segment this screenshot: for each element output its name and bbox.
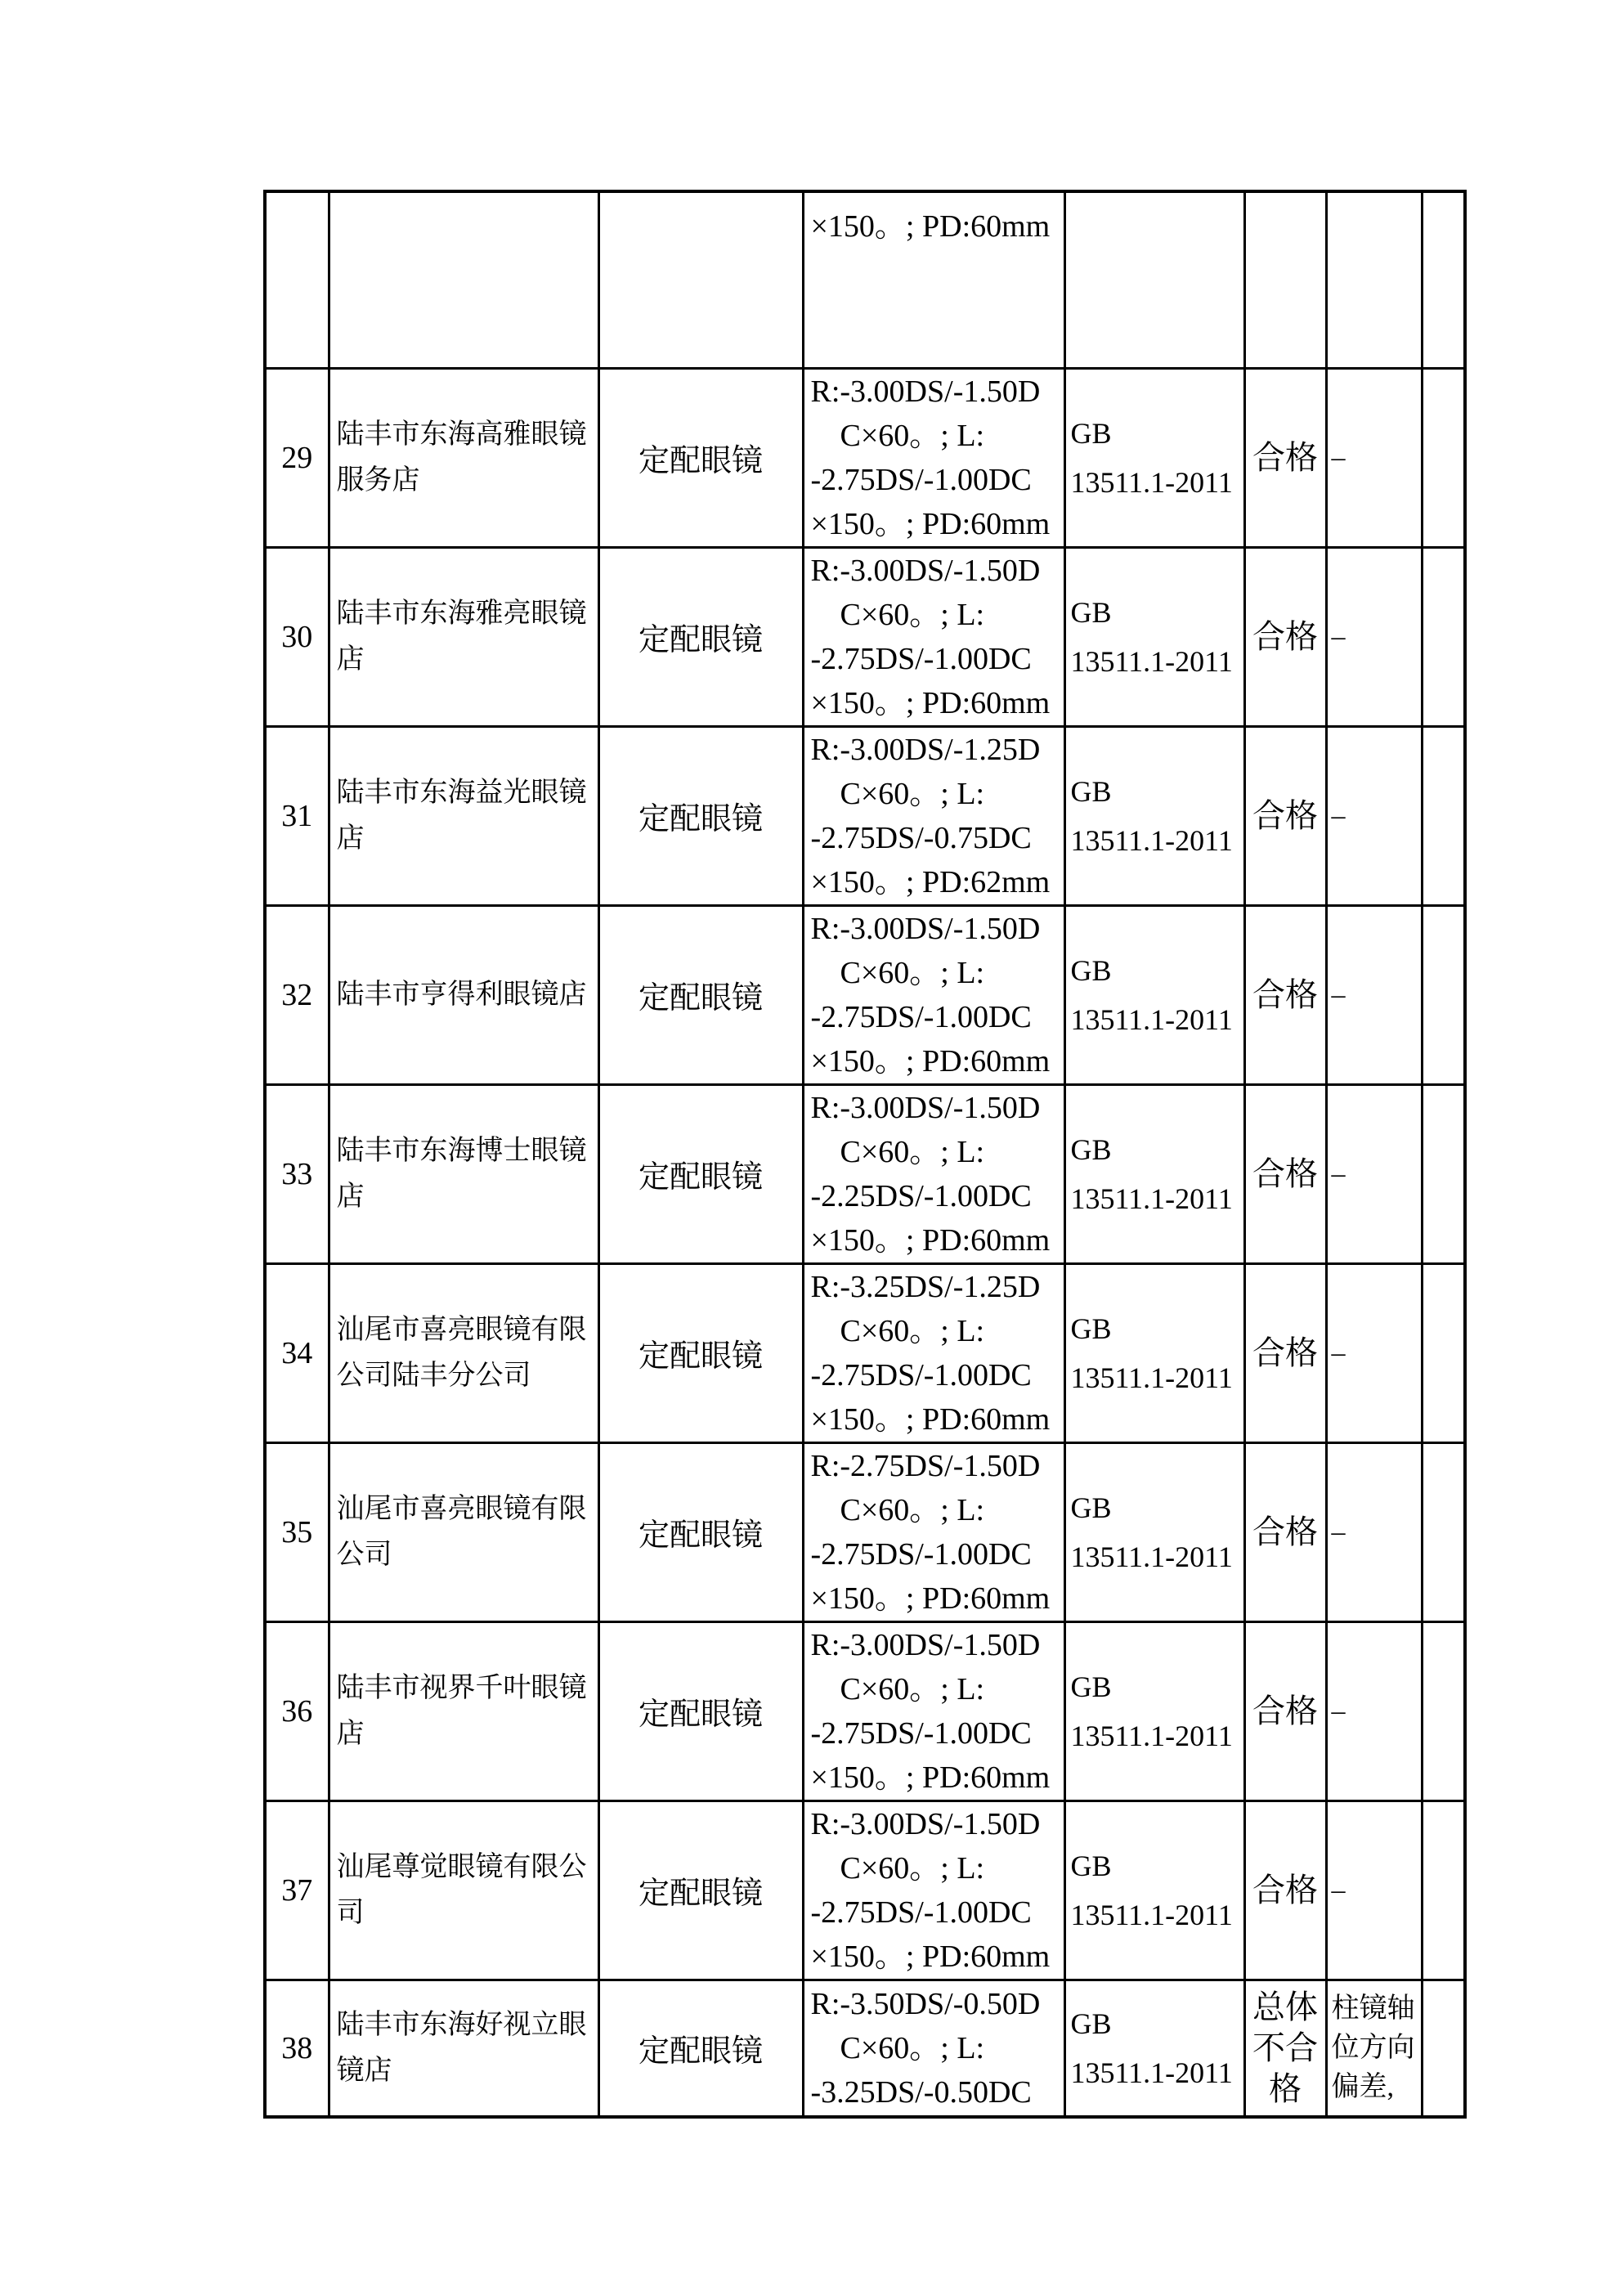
empty-cell <box>1422 1263 1465 1442</box>
remark-text: – <box>1331 442 1346 473</box>
spec-line: ×150。; PD:60mm <box>810 1939 1051 1974</box>
spec-cell <box>803 191 1064 368</box>
spec-line: ×150。; PD:62mm <box>810 864 1051 899</box>
standard-line: 13511.1-2011 <box>1070 823 1233 857</box>
spec-line: C×60。; L: <box>840 1671 985 1706</box>
standard-line: 13511.1-2011 <box>1070 1361 1233 1394</box>
company-cell <box>329 191 598 368</box>
serial-number: 35 <box>281 1514 313 1549</box>
standard-line: GB <box>1070 416 1112 450</box>
spec-line: ×150。; PD:60mm <box>810 1222 1051 1258</box>
serial-number-cell <box>265 191 329 368</box>
empty-cell <box>1422 905 1465 1084</box>
spec-line: -2.25DS/-1.00DC <box>810 1178 1032 1213</box>
spec-line: R:-3.00DS/-1.50D <box>810 911 1041 946</box>
spec-line: -2.75DS/-1.00DC <box>810 1895 1032 1930</box>
spec-line: -2.75DS/-1.00DC <box>810 1715 1032 1751</box>
result-cell <box>1244 1800 1326 1980</box>
remark-cell <box>1326 547 1422 726</box>
spec-cell <box>803 1263 1064 1442</box>
product-type: 定配眼镜 <box>638 1697 763 1732</box>
spec-line: ×150。; PD:60mm <box>810 209 1051 244</box>
serial-number: 32 <box>281 977 313 1012</box>
product-type: 定配眼镜 <box>638 1160 763 1195</box>
standard-line: GB <box>1070 953 1112 987</box>
empty-cell <box>1422 1084 1465 1263</box>
company-name: 陆丰市东海益光眼镜店 <box>336 777 587 854</box>
product-type-cell <box>598 547 803 726</box>
spec-line: C×60。; L: <box>840 1850 985 1886</box>
spec-cell <box>803 1980 1064 2117</box>
spec-line: R:-3.00DS/-1.50D <box>810 1806 1041 1841</box>
serial-number-cell <box>265 547 329 726</box>
spec-line: C×60。; L: <box>840 1492 985 1527</box>
spec-line: -2.75DS/-1.00DC <box>810 462 1032 497</box>
spec-line: -3.25DS/-0.50DC <box>810 2074 1032 2110</box>
standard-cell <box>1064 1800 1244 1980</box>
result-text: 合格 <box>1252 438 1318 476</box>
spec-cell <box>803 1084 1064 1263</box>
serial-number-cell <box>265 1263 329 1442</box>
result-cell <box>1244 726 1326 905</box>
result-cell <box>1244 1980 1326 2117</box>
serial-number: 31 <box>281 798 313 833</box>
company-name: 陆丰市东海高雅眼镜服务店 <box>336 419 587 496</box>
spec-line: R:-3.00DS/-1.50D <box>810 1090 1041 1125</box>
serial-number: 30 <box>281 619 313 654</box>
product-type-cell <box>598 1621 803 1800</box>
result-cell <box>1244 1442 1326 1621</box>
serial-number-cell <box>265 368 329 547</box>
company-cell <box>329 547 598 726</box>
product-type-cell <box>598 191 803 368</box>
result-cell <box>1244 1263 1326 1442</box>
table-row-38 <box>265 1980 1465 2117</box>
company-cell <box>329 1084 598 1263</box>
product-type: 定配眼镜 <box>638 1877 763 1911</box>
company-cell <box>329 726 598 905</box>
standard-line: GB <box>1070 1312 1112 1345</box>
spec-line: ×150。; PD:60mm <box>810 1760 1051 1795</box>
spec-cell <box>803 1442 1064 1621</box>
product-type-cell <box>598 1980 803 2117</box>
standard-line: 13511.1-2011 <box>1070 1182 1233 1215</box>
standard-cell <box>1064 1980 1244 2117</box>
standard-line: GB <box>1070 2007 1112 2040</box>
company-name: 汕尾尊觉眼镜有限公司 <box>336 1851 587 1928</box>
result-cell <box>1244 905 1326 1084</box>
spec-cell <box>803 368 1064 547</box>
result-cell <box>1244 547 1326 726</box>
result-text: 合格 <box>1252 796 1318 834</box>
standard-cell <box>1064 547 1244 726</box>
product-type: 定配眼镜 <box>638 623 763 657</box>
spec-line: ×150。; PD:60mm <box>810 506 1051 541</box>
spec-cell <box>803 726 1064 905</box>
remark-cell <box>1326 368 1422 547</box>
empty-cell <box>1422 1980 1465 2117</box>
standard-cell <box>1064 191 1244 368</box>
company-name: 陆丰市东海好视立眼镜店 <box>336 2009 587 2086</box>
remark-cell <box>1326 1084 1422 1263</box>
spec-line: C×60。; L: <box>840 955 985 990</box>
remark-cell <box>1326 726 1422 905</box>
empty-cell <box>1422 547 1465 726</box>
remark-text: – <box>1331 1695 1346 1726</box>
remark-cell <box>1326 1263 1422 1442</box>
result-cell <box>1244 191 1326 368</box>
serial-number: 29 <box>281 440 313 475</box>
product-type-cell <box>598 1800 803 1980</box>
spec-line: -2.75DS/-1.00DC <box>810 641 1032 676</box>
spec-line: C×60。; L: <box>840 1313 985 1348</box>
serial-number: 34 <box>281 1335 313 1370</box>
result-cell <box>1244 1084 1326 1263</box>
product-type-cell <box>598 1084 803 1263</box>
product-type: 定配眼镜 <box>638 981 763 1016</box>
result-cell <box>1244 1621 1326 1800</box>
standard-cell <box>1064 905 1244 1084</box>
company-name: 汕尾市喜亮眼镜有限公司陆丰分公司 <box>336 1314 587 1391</box>
company-name: 陆丰市东海雅亮眼镜店 <box>336 598 587 675</box>
table-row-32 <box>265 905 1465 1084</box>
spec-cell <box>803 547 1064 726</box>
empty-cell <box>1422 1442 1465 1621</box>
spec-line: -2.75DS/-1.00DC <box>810 1357 1032 1392</box>
company-cell <box>329 1800 598 1980</box>
standard-cell <box>1064 1442 1244 1621</box>
serial-number-cell <box>265 1800 329 1980</box>
result-text: 合格 <box>1252 975 1318 1013</box>
product-type-cell <box>598 1442 803 1621</box>
spec-cell <box>803 1800 1064 1980</box>
spec-cell <box>803 905 1064 1084</box>
spec-line: ×150。; PD:60mm <box>810 1581 1051 1616</box>
standard-line: GB <box>1070 1491 1112 1524</box>
spec-line: ×150。; PD:60mm <box>810 685 1051 720</box>
company-name: 陆丰市视界千叶眼镜店 <box>336 1672 587 1749</box>
result-cell <box>1244 368 1326 547</box>
company-cell <box>329 1442 598 1621</box>
result-text: 总体不合格 <box>1252 1988 1318 2107</box>
company-cell <box>329 1980 598 2117</box>
standard-cell <box>1064 1263 1244 1442</box>
result-text: 合格 <box>1252 1155 1318 1192</box>
empty-cell <box>1422 191 1465 368</box>
product-type: 定配眼镜 <box>638 444 763 478</box>
remark-text: – <box>1331 979 1346 1010</box>
serial-number-cell <box>265 905 329 1084</box>
carryover-row <box>265 191 1465 368</box>
spec-line: C×60。; L: <box>840 776 985 811</box>
standard-line: 13511.1-2011 <box>1070 465 1233 499</box>
spec-line: R:-3.25DS/-1.25D <box>810 1269 1041 1304</box>
spec-line: R:-3.00DS/-1.50D <box>810 1627 1041 1662</box>
spec-line: ×150。; PD:60mm <box>810 1043 1051 1078</box>
standard-cell <box>1064 726 1244 905</box>
table-row-30 <box>265 547 1465 726</box>
remark-text: – <box>1331 621 1346 652</box>
spec-line: R:-3.00DS/-1.50D <box>810 374 1041 409</box>
empty-cell <box>1422 1621 1465 1800</box>
remark-cell <box>1326 191 1422 368</box>
remark-text: – <box>1331 1158 1346 1189</box>
standard-line: 13511.1-2011 <box>1070 1719 1233 1752</box>
company-name: 陆丰市东海博士眼镜店 <box>336 1135 587 1212</box>
standard-cell <box>1064 1621 1244 1800</box>
product-type: 定配眼镜 <box>638 2034 763 2070</box>
serial-number-cell <box>265 726 329 905</box>
remark-cell <box>1326 1442 1422 1621</box>
result-text: 合格 <box>1252 617 1318 655</box>
remark-text: 柱镜轴位方向偏差, <box>1331 1993 1415 2102</box>
company-cell <box>329 368 598 547</box>
standard-cell <box>1064 368 1244 547</box>
serial-number: 37 <box>281 1872 313 1908</box>
spec-line: -2.75DS/-0.75DC <box>810 820 1032 855</box>
standard-line: GB <box>1070 1132 1112 1166</box>
product-type: 定配眼镜 <box>638 1339 763 1374</box>
spec-line: C×60。; L: <box>840 2030 985 2065</box>
empty-cell <box>1422 368 1465 547</box>
table-row-31 <box>265 726 1465 905</box>
standard-line: GB <box>1070 774 1112 808</box>
serial-number: 36 <box>281 1693 313 1729</box>
remark-cell <box>1326 1621 1422 1800</box>
standard-line: GB <box>1070 1849 1112 1882</box>
table-row-37 <box>265 1800 1465 1980</box>
standard-line: GB <box>1070 1670 1112 1703</box>
spec-line: R:-3.00DS/-1.25D <box>810 732 1041 767</box>
result-text: 合格 <box>1252 1334 1318 1371</box>
remark-cell <box>1326 1980 1422 2117</box>
product-type: 定配眼镜 <box>638 1518 763 1553</box>
standard-line: 13511.1-2011 <box>1070 1898 1233 1931</box>
table-row-36 <box>265 1621 1465 1800</box>
serial-number-cell <box>265 1980 329 2117</box>
table-row-33 <box>265 1084 1465 1263</box>
standard-line: 13511.1-2011 <box>1070 1002 1233 1036</box>
spec-line: -2.75DS/-1.00DC <box>810 999 1032 1034</box>
remark-cell <box>1326 905 1422 1084</box>
serial-number-cell <box>265 1084 329 1263</box>
result-text: 合格 <box>1252 1871 1318 1908</box>
standard-line: GB <box>1070 595 1112 629</box>
spec-line: C×60。; L: <box>840 1134 985 1169</box>
empty-cell <box>1422 726 1465 905</box>
company-name: 汕尾市喜亮眼镜有限公司 <box>336 1493 587 1570</box>
product-type-cell <box>598 1263 803 1442</box>
company-cell <box>329 1263 598 1442</box>
table-row-35 <box>265 1442 1465 1621</box>
spec-line: -2.75DS/-1.00DC <box>810 1536 1032 1572</box>
standard-cell <box>1064 1084 1244 1263</box>
product-type-cell <box>598 368 803 547</box>
table-row-34 <box>265 1263 1465 1442</box>
serial-number: 33 <box>281 1156 313 1191</box>
product-type-cell <box>598 905 803 1084</box>
standard-line: 13511.1-2011 <box>1070 644 1233 678</box>
spec-line: R:-3.50DS/-0.50D <box>810 1986 1041 2021</box>
company-name: 陆丰市亨得利眼镜店 <box>336 979 587 1010</box>
product-type-cell <box>598 726 803 905</box>
remark-cell <box>1326 1800 1422 1980</box>
table-row-29 <box>265 368 1465 547</box>
standard-line: 13511.1-2011 <box>1070 2056 1233 2089</box>
remark-text: – <box>1331 1516 1346 1547</box>
spec-line: R:-2.75DS/-1.50D <box>810 1448 1041 1483</box>
remark-text: – <box>1331 1337 1346 1368</box>
inspection-results-table <box>263 190 1467 2119</box>
product-type: 定配眼镜 <box>638 802 763 836</box>
result-text: 合格 <box>1252 1692 1318 1729</box>
serial-number: 38 <box>281 2030 313 2065</box>
empty-cell <box>1422 1800 1465 1980</box>
remark-text: – <box>1331 800 1346 831</box>
spec-line: C×60。; L: <box>840 418 985 453</box>
remark-text: – <box>1331 1874 1346 1905</box>
standard-line: 13511.1-2011 <box>1070 1540 1233 1573</box>
serial-number-cell <box>265 1621 329 1800</box>
company-cell <box>329 905 598 1084</box>
result-text: 合格 <box>1252 1513 1318 1550</box>
spec-line: R:-3.00DS/-1.50D <box>810 553 1041 588</box>
company-cell <box>329 1621 598 1800</box>
spec-line: ×150。; PD:60mm <box>810 1401 1051 1437</box>
serial-number-cell <box>265 1442 329 1621</box>
spec-line: C×60。; L: <box>840 597 985 632</box>
spec-cell <box>803 1621 1064 1800</box>
